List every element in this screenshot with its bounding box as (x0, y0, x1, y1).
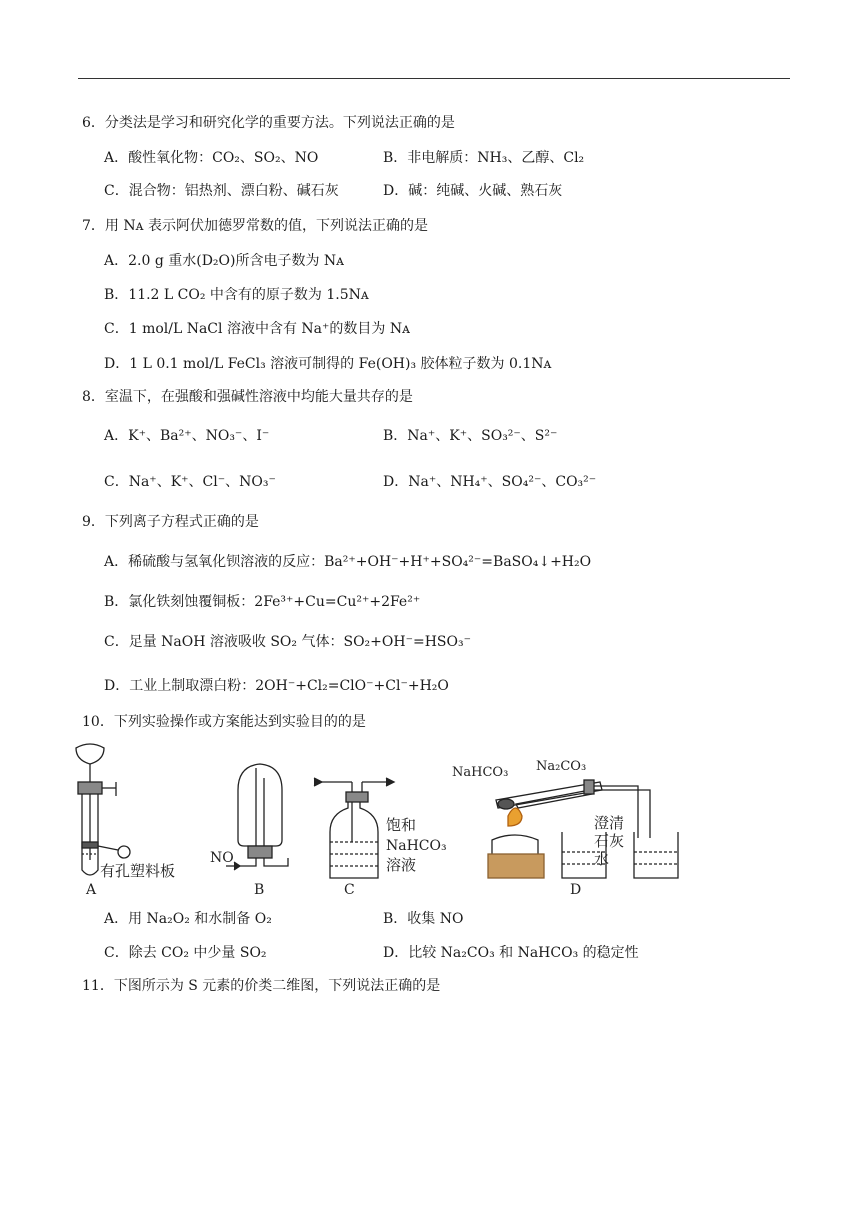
lime-label-3: 水 (594, 850, 610, 868)
q7-option-a: A．2.0 g 重水(D₂O)所含电子数为 Nᴀ (104, 253, 345, 269)
q7-option-c: C．1 mol/L NaCl 溶液中含有 Na⁺的数目为 Nᴀ (104, 321, 410, 337)
q10-stem: 10．下列实验操作或方案能达到实验目的的是 (82, 714, 366, 730)
q10-option-a: A．用 Na₂O₂ 和水制备 O₂ (104, 911, 272, 927)
q10-option-c: C．除去 CO₂ 中少量 SO₂ (104, 945, 267, 961)
q8-stem: 8．室温下，在强酸和强碱性溶液中均能大量共存的是 (82, 389, 413, 405)
q10-apparatus-figure (60, 742, 700, 902)
na2co3-label: Na₂CO₃ (536, 759, 587, 774)
apparatus-b (210, 764, 288, 898)
q6-option-a: A．酸性氧化物：CO₂、SO₂、NO (104, 150, 319, 166)
apparatus-d (452, 759, 678, 898)
lime-label-1: 澄清 (594, 814, 625, 832)
solution-label: 溶液 (386, 856, 417, 874)
q9-option-c: C．足量 NaOH 溶液吸收 SO₂ 气体：SO₂+OH⁻=HSO₃⁻ (104, 634, 471, 650)
label-c: C (344, 882, 355, 898)
label-d: D (570, 882, 582, 898)
q10-option-d: D．比较 Na₂CO₃ 和 NaHCO₃ 的稳定性 (383, 945, 639, 961)
q11-stem: 11．下图所示为 S 元素的价类二维图，下列说法正确的是 (82, 978, 441, 994)
header-rule (78, 78, 790, 79)
q8-option-d: D．Na⁺、NH₄⁺、SO₄²⁻、CO₃²⁻ (383, 474, 597, 490)
q7-option-b: B．11.2 L CO₂ 中含有的原子数为 1.5Nᴀ (104, 287, 369, 303)
q9-stem: 9．下列离子方程式正确的是 (82, 514, 259, 530)
lime-label-2: 石灰 (594, 832, 625, 850)
label-a: A (86, 882, 97, 898)
apparatus-a (76, 744, 175, 898)
nahco3-label: NaHCO₃ (452, 765, 509, 780)
q6-stem: 6．分类法是学习和研究化学的重要方法。下列说法正确的是 (82, 115, 455, 131)
q9-option-b: B．氯化铁刻蚀覆铜板：2Fe³⁺+Cu=Cu²⁺+2Fe²⁺ (104, 594, 421, 610)
q10-option-b: B．收集 NO (383, 911, 464, 927)
nahco3-solution-label: NaHCO₃ (386, 838, 447, 854)
q8-option-c: C．Na⁺、K⁺、Cl⁻、NO₃⁻ (104, 474, 276, 490)
q6-option-c: C．混合物：铝热剂、漂白粉、碱石灰 (104, 183, 339, 199)
q7-stem: 7．用 Nᴀ 表示阿伏加德罗常数的值，下列说法正确的是 (82, 218, 428, 234)
sat-label: 饱和 (386, 816, 417, 834)
plate-label: 有孔塑料板 (100, 862, 176, 880)
q8-option-b: B．Na⁺、K⁺、SO₃²⁻、S²⁻ (383, 428, 558, 444)
apparatus-c (314, 778, 447, 898)
q7-option-d: D．1 L 0.1 mol/L FeCl₃ 溶液可制得的 Fe(OH)₃ 胶体粒子数为 0.1Nᴀ (104, 356, 552, 372)
q6-option-d: D．碱：纯碱、火碱、熟石灰 (383, 183, 563, 199)
label-b: B (254, 882, 265, 898)
q8-option-a: A．K⁺、Ba²⁺、NO₃⁻、I⁻ (104, 428, 270, 444)
no-label: NO (210, 850, 234, 866)
q9-option-d: D．工业上制取漂白粉：2OH⁻+Cl₂=ClO⁻+Cl⁻+H₂O (104, 678, 449, 694)
q6-option-b: B．非电解质：NH₃、乙醇、Cl₂ (383, 150, 585, 166)
q9-option-a: A．稀硫酸与氢氧化钡溶液的反应：Ba²⁺+OH⁻+H⁺+SO₄²⁻=BaSO₄↓+H₂O (104, 554, 592, 570)
